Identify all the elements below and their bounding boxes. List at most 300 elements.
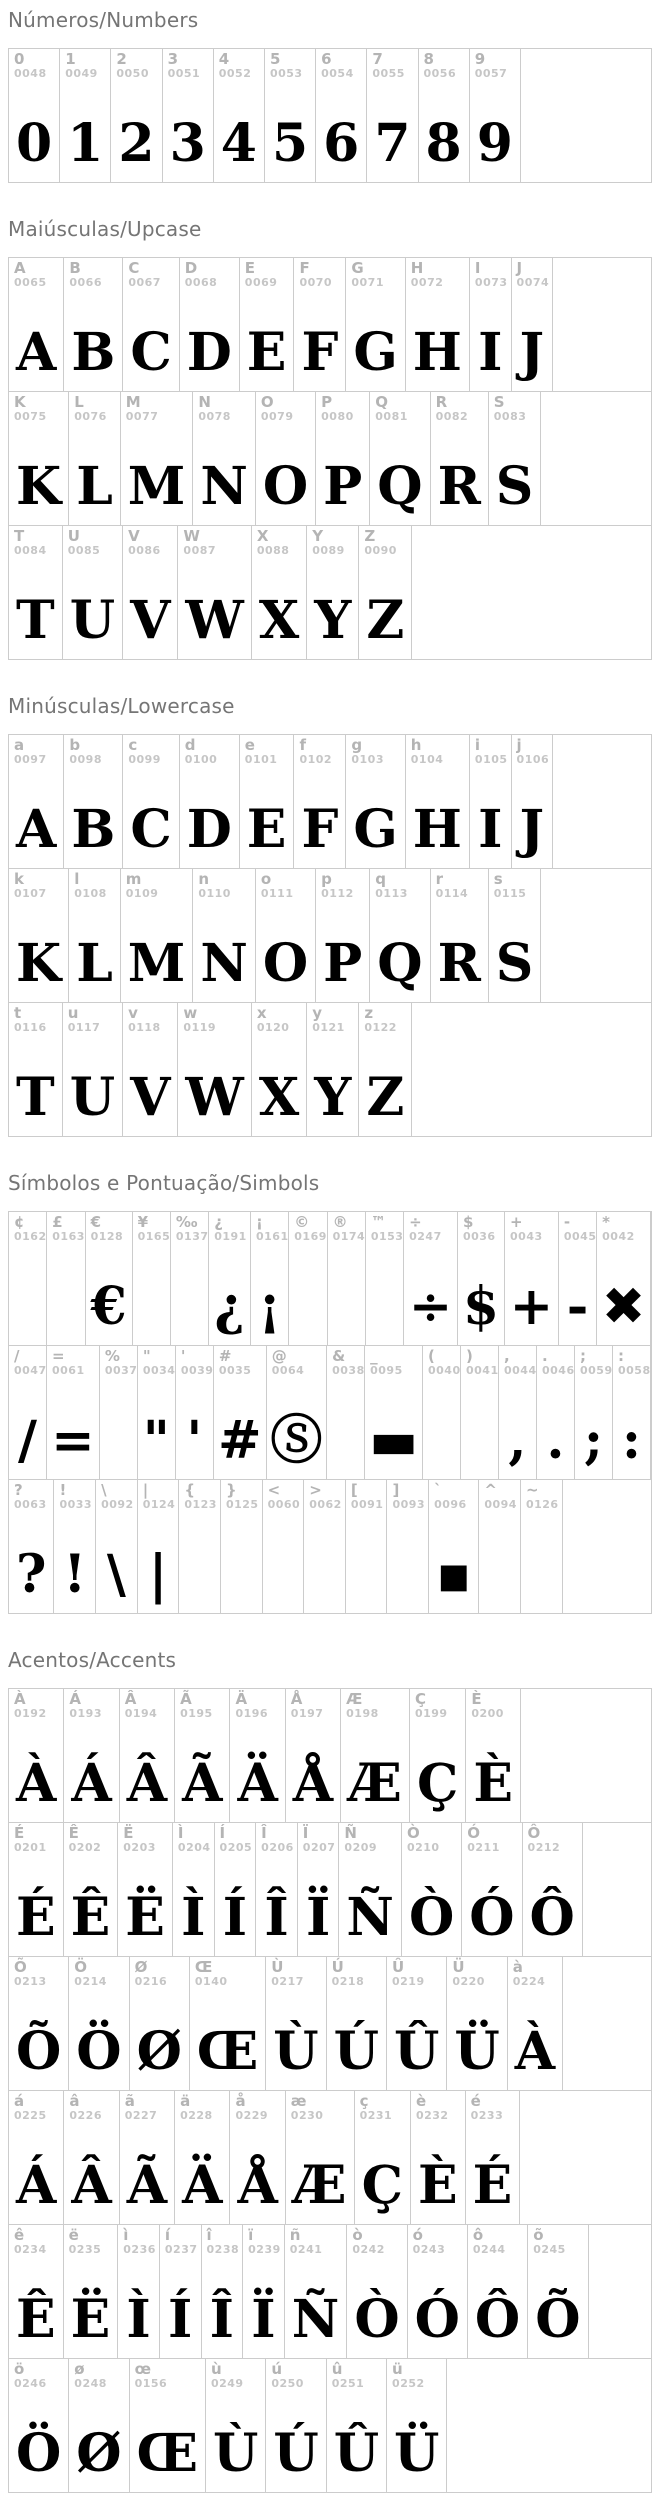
- cell-unicode-code: 0087: [183, 543, 217, 557]
- cell-char-label: O: [260, 393, 274, 411]
- cell-unicode-code: 0090: [364, 543, 397, 557]
- cell-char-label: Ò: [406, 1824, 420, 1842]
- cell-glyph: A: [16, 799, 57, 860]
- cell-glyph: [9, 1247, 46, 1345]
- glyph-cell: [470, 258, 512, 391]
- cell-glyph: Å: [237, 2155, 278, 2216]
- cell-glyph: Ñ: [291, 2289, 340, 2350]
- glyph-cell: [214, 49, 265, 182]
- cell-unicode-code: 0080: [321, 409, 354, 423]
- cell-unicode-code: 0217: [271, 1974, 304, 1988]
- cell-header: [130, 2359, 205, 2394]
- cell-header: [367, 49, 417, 84]
- cell-unicode-code: 0250: [271, 2376, 304, 2390]
- cell-char-label: È: [471, 1690, 482, 1708]
- cell-char-label: a: [14, 736, 25, 754]
- cell-unicode-code: 0197: [290, 1706, 324, 1720]
- cell-char-label: M: [125, 393, 141, 411]
- cell-glyph: Ö: [16, 2423, 62, 2484]
- cell-header: [9, 1003, 62, 1038]
- cell-unicode-code: 0065: [14, 275, 47, 289]
- glyph-cell: [118, 1823, 173, 1956]
- cell-char-label: ": [142, 1347, 151, 1365]
- cell-unicode-code: 0122: [364, 1020, 397, 1034]
- cell-unicode-code: 0140: [194, 1974, 228, 1988]
- cell-glyph: Â: [126, 1753, 168, 1814]
- glyph-cell: [180, 735, 240, 868]
- glyph-cell: [123, 1003, 178, 1136]
- cell-glyph: €: [90, 1276, 127, 1337]
- cell-unicode-code: 0050: [116, 66, 149, 80]
- cell-unicode-code: 0228: [180, 2108, 213, 2122]
- cell-header: [121, 869, 193, 904]
- cell-unicode-code: 0100: [184, 752, 218, 766]
- glyph-cell: [138, 1480, 180, 1613]
- cell-glyph: Z: [366, 1067, 405, 1128]
- cell-glyph: 2: [118, 113, 155, 174]
- cell-glyph: 9: [476, 113, 513, 174]
- cell-glyph: À: [514, 2021, 556, 2082]
- cell-glyph: H: [412, 322, 462, 383]
- cell-char-label: t: [14, 1004, 22, 1022]
- cell-glyph: 3: [169, 113, 206, 174]
- glyph-cell: [9, 1480, 54, 1613]
- cell-header: [470, 49, 520, 84]
- glyph-cell: [461, 1346, 499, 1479]
- cell-header: [9, 1480, 53, 1515]
- cell-header: [406, 258, 469, 293]
- glyph-cell: [559, 1212, 597, 1345]
- cell-char-label: |: [142, 1481, 149, 1499]
- cell-char-label: !: [59, 1481, 67, 1499]
- section-title: Símbolos e Pontuação/Simbols: [8, 1171, 320, 1195]
- cell-unicode-code: 0053: [269, 66, 303, 80]
- cell-header: [286, 1689, 340, 1724]
- glyph-cell: [173, 1823, 215, 1956]
- cell-glyph: N: [200, 456, 248, 517]
- glyph-cell: [111, 49, 162, 182]
- cell-unicode-code: 0165: [137, 1229, 171, 1243]
- glyph-row: [9, 258, 651, 391]
- cell-glyph: .: [546, 1410, 565, 1471]
- cell-header: [9, 392, 68, 427]
- cell-glyph: ✖: [601, 1276, 646, 1337]
- cell-char-label: :: [617, 1347, 624, 1365]
- glyph-row: [9, 1002, 651, 1136]
- glyph-row: [9, 868, 651, 1002]
- cell-unicode-code: 0109: [125, 886, 159, 900]
- glyph-cell: [120, 1689, 175, 1822]
- cell-glyph: D: [186, 799, 232, 860]
- cell-unicode-code: 0060: [267, 1497, 301, 1511]
- cell-header: [240, 258, 294, 293]
- cell-unicode-code: 0192: [14, 1706, 47, 1720]
- cell-header: [387, 2359, 446, 2394]
- glyph-table: [8, 257, 652, 660]
- glyph-table: [8, 48, 652, 183]
- cell-glyph: 8: [425, 113, 462, 174]
- cell-unicode-code: 0105: [474, 752, 508, 766]
- cell-unicode-code: 0063: [14, 1497, 47, 1511]
- cell-header: [190, 1957, 265, 1992]
- cell-header: [613, 1346, 650, 1381]
- cell-char-label: 5: [269, 50, 281, 68]
- cell-unicode-code: 0043: [510, 1229, 543, 1243]
- cell-glyph: [171, 1247, 208, 1345]
- cell-unicode-code: 0066: [69, 275, 102, 289]
- glyph-cell: [9, 526, 63, 659]
- cell-char-label: Ë: [123, 1824, 134, 1842]
- cell-header: [470, 735, 511, 770]
- glyph-cell: [9, 1003, 63, 1136]
- cell-header: [118, 2225, 159, 2260]
- cell-char-label: s: [493, 870, 503, 888]
- cell-header: [458, 1212, 504, 1247]
- cell-char-label: å: [235, 2092, 246, 2110]
- glyph-cell: [327, 1346, 365, 1479]
- cell-header: [267, 1346, 326, 1381]
- cell-header: [9, 1689, 63, 1724]
- cell-unicode-code: 0104: [410, 752, 444, 766]
- glyph-cell: [489, 392, 542, 525]
- glyph-cell: [468, 2225, 528, 2358]
- cell-char-label: g: [351, 736, 363, 754]
- cell-glyph: [221, 1515, 262, 1613]
- glyph-cell: [523, 1823, 583, 1956]
- cell-header: [64, 2091, 118, 2126]
- cell-char-label: ë: [68, 2226, 79, 2244]
- glyph-cell: [179, 1480, 221, 1613]
- cell-glyph: P: [323, 933, 363, 994]
- cell-header: [243, 2225, 284, 2260]
- cell-char-label: *: [602, 1213, 611, 1231]
- cell-glyph: [327, 1381, 364, 1479]
- cell-char-label: í: [164, 2226, 171, 2244]
- glyph-cell: [423, 1346, 461, 1479]
- cell-char-label: [: [350, 1481, 358, 1499]
- cell-header: [512, 735, 553, 770]
- glyph-cell: [54, 1480, 96, 1613]
- cell-glyph: Ã: [126, 2155, 168, 2216]
- cell-glyph: Ø: [76, 2423, 122, 2484]
- cell-header: [54, 1480, 95, 1515]
- cell-char-label: G: [351, 259, 364, 277]
- cell-unicode-code: 0219: [391, 1974, 425, 1988]
- cell-glyph: T: [16, 1067, 55, 1128]
- glyph-cell: [304, 1480, 346, 1613]
- cell-glyph: D: [186, 322, 232, 383]
- cell-char-label: Ü: [452, 1958, 465, 1976]
- cell-glyph: ▪: [436, 1544, 472, 1605]
- glyph-cell: [341, 1689, 410, 1822]
- cell-unicode-code: 0094: [484, 1497, 517, 1511]
- cell-char-label: €: [90, 1213, 101, 1231]
- glyph-cell: [130, 2359, 206, 2492]
- cell-char-label: ù: [210, 2360, 222, 2378]
- cell-unicode-code: 0205: [219, 1840, 253, 1854]
- cell-char-label: e: [244, 736, 255, 754]
- cell-glyph: Y: [314, 590, 352, 651]
- section-title: Minúsculas/Lowercase: [8, 694, 235, 718]
- glyph-cell: [123, 258, 179, 391]
- glyph-cell: [9, 1823, 64, 1956]
- cell-header: [256, 1823, 297, 1858]
- cell-glyph: Ò: [354, 2289, 400, 2350]
- glyph-cell: [411, 2091, 466, 2224]
- cell-glyph: Ï: [251, 2289, 276, 2350]
- cell-char-label: D: [184, 259, 198, 277]
- glyph-cell: [489, 869, 542, 1002]
- cell-unicode-code: 0110: [198, 886, 231, 900]
- glyph-section: [8, 1648, 652, 2493]
- cell-char-label: 2: [116, 50, 127, 68]
- cell-unicode-code: 0193: [69, 1706, 102, 1720]
- cell-glyph: !: [63, 1544, 87, 1605]
- cell-char-label: õ: [533, 2226, 544, 2244]
- cell-header: [408, 2225, 467, 2260]
- cell-char-label: Ê: [68, 1824, 79, 1842]
- cell-header: [307, 526, 358, 561]
- cell-header: [133, 1212, 170, 1247]
- cell-glyph: M: [127, 456, 186, 517]
- cell-char-label: £: [52, 1213, 63, 1231]
- cell-glyph: A: [16, 322, 57, 383]
- cell-unicode-code: 0163: [52, 1229, 85, 1243]
- cell-header: [240, 735, 294, 770]
- cell-unicode-code: 0200: [471, 1706, 504, 1720]
- glyph-section: [8, 8, 652, 183]
- glyph-cell: [367, 49, 418, 182]
- cell-unicode-code: 0047: [14, 1363, 47, 1377]
- cell-char-label: d: [184, 736, 196, 754]
- cell-unicode-code: 0201: [14, 1840, 47, 1854]
- cell-header: [316, 49, 366, 84]
- glyph-cell: [406, 735, 470, 868]
- cell-header: [123, 1003, 177, 1038]
- cell-glyph: Å: [292, 1753, 334, 1814]
- cell-char-label: P: [321, 393, 333, 411]
- cell-glyph: ': [186, 1410, 203, 1471]
- cell-glyph: Ù: [273, 2021, 319, 2082]
- glyph-cell: [327, 2359, 387, 2492]
- glyph-cell: [521, 1480, 563, 1613]
- cell-glyph: [521, 1515, 562, 1613]
- cell-unicode-code: 0093: [392, 1497, 426, 1511]
- cell-unicode-code: 0051: [167, 66, 201, 80]
- cell-char-label: û: [331, 2360, 343, 2378]
- cell-char-label: Z: [364, 527, 376, 545]
- cell-glyph: /: [18, 1410, 37, 1471]
- cell-header: [69, 392, 120, 427]
- cell-glyph: L: [76, 456, 113, 517]
- cell-header: [96, 1480, 137, 1515]
- glyph-cell: [9, 1212, 47, 1345]
- cell-header: [193, 869, 255, 904]
- cell-header: [120, 2091, 174, 2126]
- cell-header: [359, 1003, 411, 1038]
- glyph-row: [9, 1212, 651, 1345]
- cell-glyph: P: [323, 456, 363, 517]
- glyph-cell: [508, 1957, 563, 2090]
- glyph-cell: [575, 1346, 613, 1479]
- cell-char-label: ñ: [289, 2226, 301, 2244]
- glyph-cell: [60, 49, 111, 182]
- section-title: Acentos/Accents: [8, 1648, 177, 1672]
- cell-unicode-code: 0077: [125, 409, 159, 423]
- glyph-cell: [69, 869, 121, 1002]
- cell-unicode-code: 0234: [14, 2242, 47, 2256]
- cell-glyph: ,: [508, 1410, 527, 1471]
- cell-header: [489, 869, 541, 904]
- cell-glyph: À: [16, 1753, 57, 1814]
- cell-glyph: Ø: [136, 2021, 182, 2082]
- cell-char-label: +: [510, 1213, 523, 1231]
- cell-header: [499, 1346, 536, 1381]
- cell-glyph: $: [462, 1276, 500, 1337]
- cell-header: [359, 526, 411, 561]
- cell-unicode-code: 0084: [14, 543, 47, 557]
- glyph-cell: [121, 869, 194, 1002]
- cell-glyph: Ú: [273, 2423, 319, 2484]
- cell-header: [121, 392, 193, 427]
- glyph-cell: [346, 735, 405, 868]
- cell-header: [537, 1346, 574, 1381]
- cell-glyph: Í: [168, 2289, 193, 2350]
- glyph-cell: [240, 735, 295, 868]
- cell-glyph: Í: [222, 1887, 248, 1948]
- cell-glyph: U: [69, 590, 116, 651]
- cell-header: [138, 1346, 175, 1381]
- glyph-cell: [193, 392, 256, 525]
- cell-unicode-code: 0055: [372, 66, 405, 80]
- cell-char-label: É: [14, 1824, 25, 1842]
- glyph-cell: [96, 1480, 138, 1613]
- section-title: Maiúsculas/Upcase: [8, 217, 202, 241]
- glyph-cell: [289, 1212, 327, 1345]
- cell-char-label: j: [516, 736, 522, 754]
- cell-header: [69, 1957, 128, 1992]
- cell-header: [215, 1823, 256, 1858]
- cell-char-label: S: [493, 393, 505, 411]
- glyph-cell: [175, 1689, 230, 1822]
- cell-char-label: ¿: [214, 1213, 223, 1231]
- glyph-cell: [316, 49, 367, 182]
- cell-char-label: k: [14, 870, 24, 888]
- cell-header: [175, 2091, 229, 2126]
- cell-glyph: C: [130, 799, 172, 860]
- cell-unicode-code: 0207: [302, 1840, 336, 1854]
- cell-unicode-code: 0218: [331, 1974, 365, 1988]
- glyph-cell: [370, 392, 430, 525]
- cell-unicode-code: 0069: [244, 275, 278, 289]
- glyph-cell: [408, 2225, 468, 2358]
- cell-glyph: È: [417, 2155, 458, 2216]
- cell-header: [9, 1212, 46, 1247]
- cell-header: [327, 2359, 386, 2394]
- cell-char-label: B: [69, 259, 81, 277]
- cell-unicode-code: 0112: [321, 886, 354, 900]
- cell-glyph: ": [142, 1410, 170, 1471]
- cell-glyph: [461, 1381, 498, 1479]
- glyph-row: [9, 1956, 651, 2090]
- cell-glyph: Ù: [212, 2423, 259, 2484]
- cell-header: [209, 1212, 250, 1247]
- cell-glyph: [423, 1381, 460, 1479]
- glyph-row: [9, 1345, 651, 1479]
- cell-unicode-code: 0039: [180, 1363, 214, 1377]
- cell-header: [423, 1346, 460, 1381]
- cell-char-label: ?: [14, 1481, 23, 1499]
- glyph-cell: [447, 1957, 507, 2090]
- cell-unicode-code: 0113: [375, 886, 408, 900]
- glyph-cell: [47, 1212, 85, 1345]
- cell-header: [327, 1957, 386, 1992]
- glyph-cell: [366, 1212, 404, 1345]
- glyph-cell: [327, 1957, 387, 2090]
- cell-unicode-code: 0037: [104, 1363, 138, 1377]
- glyph-cell: [160, 2225, 202, 2358]
- cell-glyph: Ì: [126, 2289, 151, 2350]
- glyph-cell: [419, 49, 470, 182]
- cell-glyph: :: [621, 1410, 642, 1471]
- cell-header: [431, 869, 488, 904]
- glyph-cell: [429, 1480, 479, 1613]
- cell-unicode-code: 0096: [434, 1497, 467, 1511]
- glyph-row: [9, 2224, 651, 2358]
- cell-unicode-code: 0058: [617, 1363, 651, 1377]
- cell-char-label: ®: [332, 1213, 348, 1231]
- cell-glyph: 6: [323, 113, 360, 174]
- cell-header: [523, 1823, 582, 1858]
- glyph-cell: [307, 1003, 359, 1136]
- cell-header: [512, 258, 553, 293]
- cell-header: [252, 1003, 306, 1038]
- cell-header: [120, 1689, 174, 1724]
- cell-header: [479, 1480, 520, 1515]
- glyph-cell: [328, 1212, 366, 1345]
- glyph-cell: [209, 1212, 251, 1345]
- cell-glyph: È: [473, 1753, 513, 1814]
- cell-header: [123, 526, 177, 561]
- cell-unicode-code: 0054: [321, 66, 354, 80]
- glyph-cell: [69, 1957, 129, 2090]
- cell-unicode-code: 0225: [14, 2108, 47, 2122]
- cell-char-label: ó: [412, 2226, 423, 2244]
- cell-unicode-code: 0111: [260, 886, 294, 900]
- cell-header: [60, 49, 110, 84]
- cell-char-label: b: [69, 736, 81, 754]
- cell-glyph: [304, 1515, 345, 1613]
- cell-glyph: -: [566, 1276, 589, 1337]
- cell-glyph: Ê: [16, 2289, 56, 2350]
- cell-unicode-code: 0199: [414, 1706, 448, 1720]
- cell-char-label: ¥: [137, 1213, 149, 1231]
- cell-glyph: [289, 1247, 326, 1345]
- cell-header: [355, 2091, 410, 2126]
- cell-glyph: [263, 1515, 304, 1613]
- cell-char-label: ü: [392, 2360, 403, 2378]
- cell-unicode-code: 0202: [68, 1840, 102, 1854]
- cell-header: [429, 1480, 478, 1515]
- glyph-cell: [130, 1957, 190, 2090]
- cell-unicode-code: 0059: [579, 1363, 613, 1377]
- cell-unicode-code: 0091: [350, 1497, 384, 1511]
- cell-glyph: F: [301, 322, 339, 383]
- cell-unicode-code: 0153: [370, 1229, 404, 1243]
- glyph-cell: [298, 1823, 340, 1956]
- cell-header: [266, 1957, 325, 1992]
- cell-glyph: ;: [583, 1410, 604, 1471]
